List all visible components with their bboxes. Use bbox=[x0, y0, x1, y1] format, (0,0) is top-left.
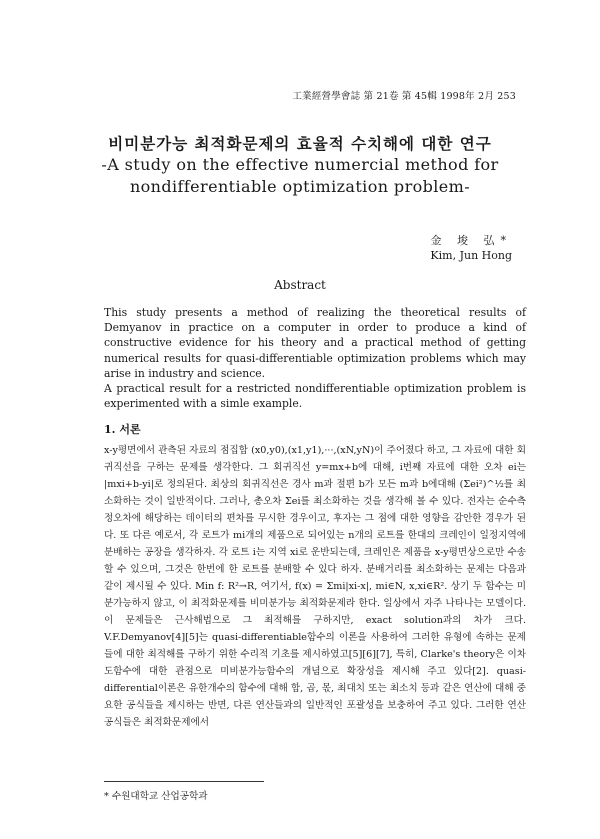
footnote: * 수원대학교 산업공학과 bbox=[104, 791, 208, 802]
title-english-line1: -A study on the effective numercial method for bbox=[101, 155, 499, 174]
abstract-heading: Abstract bbox=[274, 278, 326, 292]
title-english-line2: nondifferentiable optimization problem- bbox=[129, 177, 471, 196]
section-body bbox=[104, 442, 526, 731]
section-heading: 1. 서론 bbox=[104, 423, 141, 436]
title-korean: 비미분가능 최적화문제의 효율적 수치해에 대한 연구 bbox=[108, 134, 492, 153]
abstract-paragraph-1: This study presents a method of realizing the theoretical results of Demyanov in practice on a computer in order to produce a kind of constructive evidence for his theory and a practical method of getting numerical results for quasi-differentiable optimization problems which may arise in industry and science. bbox=[104, 306, 526, 380]
author-korean: 金 埈 弘* bbox=[430, 234, 512, 247]
author-english: Kim, Jun Hong bbox=[430, 249, 512, 262]
section-paragraph-1: x-y평면에서 관측된 자료의 점집합 (x0,y0),(x1,y1),···,(xN,yN)이 주어졌다 하고, 그 자료에 대한 회귀직선을 구하는 문제를 생각한다. 그 회귀직선 y=mx+b에 대해, i번째 자료에 대한 오차 ei는 |mxi+b-yi|로 정의된다. 최상의 회귀직선은 경사 m과 절편 b가 모든 m과 b에대해 (Σei²)^½를 최소화하는 것이 일반적이다. 그러나, 총오차 Σei를 최소화하는 것을 생각해 볼 수 있다. 전자는 순수측정오차에 해당하는 데이터의 편차를 무시한 경우이고, 후자는 그 점에 대한 영향을 감안한 경우가 된다. 또 다른 예로서, 각 로트가 mi개의 제품으로 되어있는 n개의 로트를 한대의 크레인이 일정지역에 분배하는 공장을 생각하자. 각 로트 i는 지역 xi로 운반되는데, 크레인은 제품을 x-y평면상으로만 수송할 수 있으며, 그것은 한번에 한 로트를 분배할 수 있다 하자. 분배거리를 최소화하는 문제는 다음과 같이 제시될 수 있다. Min f: R²→R, 여기서, f(x) = Σmi|xi-x|, mi∈N, x,xi∈R². 상기 두 함수는 미분가능하지 않고, 이 최적화문제를 비미분가능 최적화문제라 한다. 일상에서 자주 나타나는 모델이다. 이 문제들은 근사해법으로 그 최적해를 구하지만, exact solution과의 차가 크다. V.F.Demyanov[4][5]는 quasi-differentiable함수의 이론을 사용하여 그러한 유형에 속하는 문제들에 대한 최적해를 구하기 위한 수리적 기초를 제시하였고[5][6][7], 특히, Clarke's theory은 이차도함수에 대한 관점으로 미비분가능함수의 개념으로 확장성을 제시해 주고 있다[2]. quasi-differential이론은 유한개수의 함수에 대해 합, 곱, 몫, 최대치 또는 최소치 등과 같은 연산에 대해 중요한 공식들을 제시하는 반면, 다른 연산들과의 일반적인 포괄성을 보충하여 주고 있다. 그러한 연산공식들은 최적화문제에서 bbox=[104, 445, 526, 728]
footnote-divider bbox=[104, 781, 264, 782]
abstract-paragraph-2: A practical result for a restricted nondifferentiable optimization problem is experimented with a simle example. bbox=[104, 382, 526, 411]
abstract-body bbox=[104, 305, 526, 411]
journal-header: 工業經營學會誌 第 21卷 第 45輯 1998年 2月 253 bbox=[292, 91, 516, 102]
